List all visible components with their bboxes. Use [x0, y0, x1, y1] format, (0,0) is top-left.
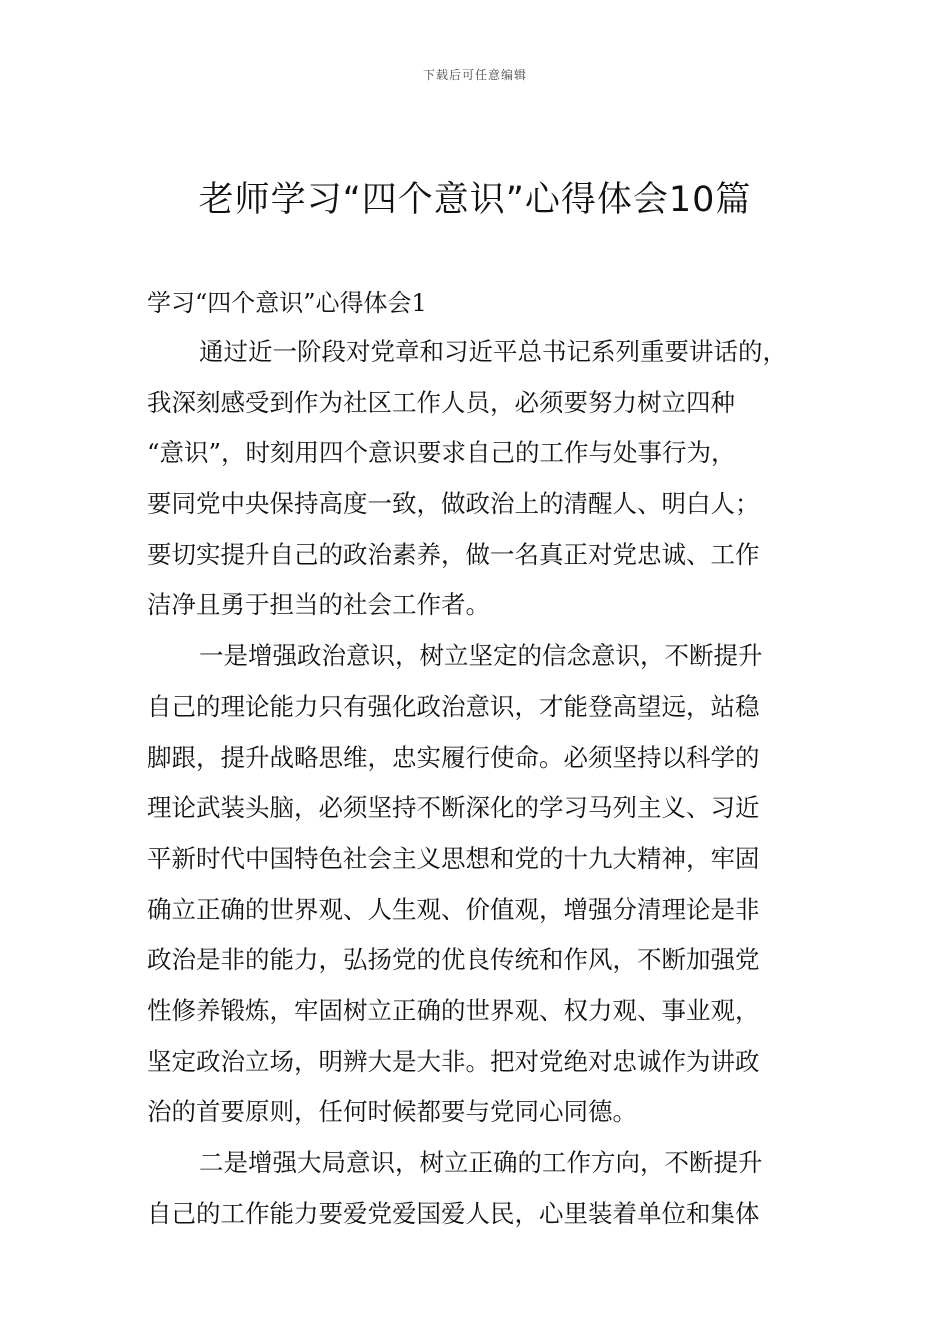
paragraph-line: 确立正确的世界观、人生观、价值观，增强分清理论是非 [147, 894, 760, 924]
paragraph-line: 政治是非的能力，弘扬党的优良传统和作风，不断加强党 [147, 945, 760, 975]
paragraph-line: 脚跟，提升战略思维，忠实履行使命。必须坚持以科学的 [147, 742, 760, 772]
paragraph-line: 通过近一阶段对党章和习近平总书记系列重要讲话的， [199, 337, 787, 366]
header-note: 下载后可任意编辑 [422, 68, 527, 82]
section-heading: 学习“四个意识”心得体会1 [147, 289, 427, 317]
paragraph-line: 自己的理论能力只有强化政治意识，才能登高望远，站稳 [147, 691, 760, 721]
paragraph-line: 我深刻感受到作为社区工作人员，必须要努力树立四种 [147, 387, 735, 417]
paragraph-line: 二是增强大局意识，树立正确的工作方向，不断提升 [199, 1148, 763, 1177]
paragraph-line: 要同党中央保持高度一致，做政治上的清醒人、明白人； [147, 489, 760, 519]
paragraph-line: 性修养锻炼，牢固树立正确的世界观、权力观、事业观， [147, 995, 760, 1025]
paragraph-line: 洁净且勇于担当的社会工作者。 [147, 590, 490, 620]
paragraph-line: 治的首要原则，任何时候都要与党同心同德。 [147, 1097, 637, 1127]
paragraph-line: “意识”，时刻用四个意识要求自己的工作与处事行为， [147, 438, 736, 468]
paragraph-line: 要切实提升自己的政治素养，做一名真正对党忠诚、工作 [147, 539, 760, 569]
paragraph-line: 平新时代中国特色社会主义思想和党的十九大精神，牢固 [147, 843, 760, 873]
document-title: 老师学习“四个意识”心得体会10篇 [198, 180, 752, 220]
paragraph-line: 理论武装头脑，必须坚持不断深化的学习马列主义、习近 [147, 793, 760, 823]
paragraph-line: 坚定政治立场，明辨大是大非。把对党绝对忠诚作为讲政 [147, 1046, 760, 1076]
paragraph-line: 自己的工作能力要爱党爱国爱人民，心里装着单位和集体 [147, 1198, 760, 1228]
paragraph-line: 一是增强政治意识，树立坚定的信念意识，不断提升 [199, 641, 763, 671]
body-text [147, 327, 807, 1239]
